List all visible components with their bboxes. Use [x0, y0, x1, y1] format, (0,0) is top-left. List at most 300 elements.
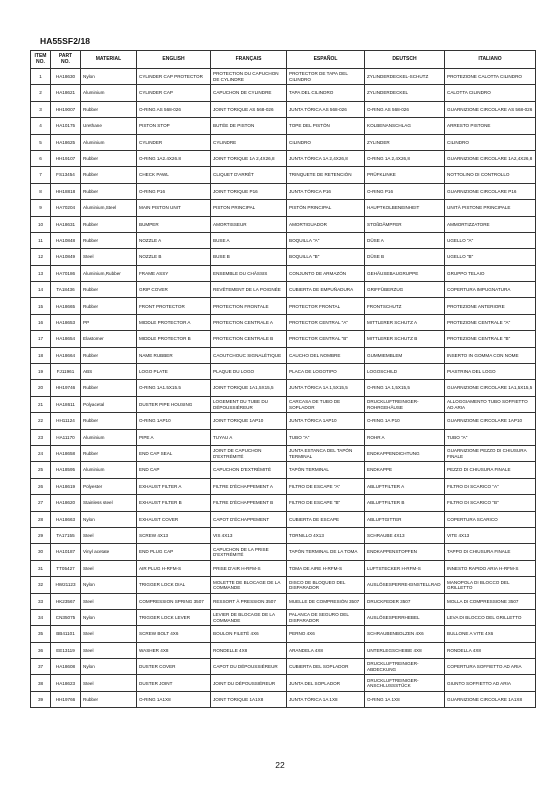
material-cell: Aluminium: [81, 429, 137, 445]
part-no-cell: CN35075: [51, 609, 81, 625]
espanol-cell: TORNILLO 4X13: [287, 527, 365, 543]
deutsch-cell: KOLBENANSCHLAG: [365, 118, 445, 134]
header-english: [137, 51, 211, 69]
item-no-cell: 27: [31, 495, 51, 511]
francais-cell: VIS 4X13: [211, 527, 287, 543]
material-cell: Rubber: [81, 150, 137, 166]
italiano-cell: GUARNIZIONE CIRCOLARE 1A1X8: [445, 691, 536, 707]
header-text: PART: [58, 53, 73, 60]
material-cell: Polyester: [81, 478, 137, 494]
part-no-cell: HA18619: [51, 478, 81, 494]
item-no-cell: 19: [31, 364, 51, 380]
espanol-cell: CUBIERTA DE ESCAPE: [287, 511, 365, 527]
francais-cell: JOINT TORIQUE 1A 2,4X26,8: [211, 150, 287, 166]
material-cell: Aluminium,Rubber: [81, 265, 137, 281]
material-cell: Rubber: [81, 413, 137, 429]
italiano-cell: PROTEZIONE CALOTTA CILINDRO: [445, 69, 536, 85]
francais-cell: CAPUCHON D'EXTRÉMITÉ: [211, 462, 287, 478]
francais-cell: JOINT TORIQUE 1A1,5X15,5: [211, 380, 287, 396]
francais-cell: BUSE B: [211, 249, 287, 265]
table-row: [31, 675, 536, 691]
part-no-cell: TA17155: [51, 527, 81, 543]
table-row: [31, 298, 536, 314]
part-no-cell: HA18625: [51, 134, 81, 150]
francais-cell: LEVIER DE BLOCAGE DE LA COMMANDE: [211, 609, 287, 625]
deutsch-cell: ABLUFTFILTER A: [365, 478, 445, 494]
table-header-row: [31, 51, 536, 69]
espanol-cell: JUNTA ESTANCA DEL TAPÓN TERMINAL: [287, 445, 365, 461]
table-row: [31, 544, 536, 560]
material-cell: ABS: [81, 364, 137, 380]
part-no-cell: HA10849: [51, 249, 81, 265]
item-no-cell: 15: [31, 298, 51, 314]
item-no-cell: 36: [31, 642, 51, 658]
italiano-cell: GUARNIZIONE CIRCOLARE 1A1,5X15,5: [445, 380, 536, 396]
item-no-cell: 3: [31, 101, 51, 117]
deutsch-cell: DRUCKLUFTREINIGER-ROHRGEHÄUSE: [365, 396, 445, 412]
item-no-cell: 9: [31, 200, 51, 216]
english-cell: TRIGGER LOCK DIAL: [137, 577, 211, 593]
francais-cell: FILTRE D'ÉCHAPPEMENT A: [211, 478, 287, 494]
francais-cell: AMORTISSEUR: [211, 216, 287, 232]
header-text: NO.: [61, 58, 70, 65]
italiano-cell: NOTTOLINO DI CONTROLLO: [445, 167, 536, 183]
table-row: [31, 691, 536, 707]
table-row: [31, 167, 536, 183]
espanol-cell: JUNTA DEL SOPLADOR: [287, 675, 365, 691]
part-no-cell: TA18436: [51, 282, 81, 298]
espanol-cell: CONJUNTO DE ARMAZÓN: [287, 265, 365, 281]
part-no-cell: HA18665: [51, 298, 81, 314]
parts-table-body: [31, 69, 536, 708]
deutsch-cell: O-RING AS 568-026: [365, 101, 445, 117]
header-material: [81, 51, 137, 69]
item-no-cell: 1: [31, 69, 51, 85]
deutsch-cell: LUFTSTECKER H-RFM-S: [365, 560, 445, 576]
item-no-cell: 24: [31, 445, 51, 461]
espanol-cell: FILTRO DE ESCAPE "B": [287, 495, 365, 511]
part-no-cell: HW21123: [51, 577, 81, 593]
header-text: ENGLISH: [162, 55, 185, 62]
english-cell: SCREW BOLT 4X6: [137, 626, 211, 642]
espanol-cell: JUNTA TÓRICA 1AP10: [287, 413, 365, 429]
material-cell: Rubber: [81, 298, 137, 314]
part-no-cell: HH18818: [51, 183, 81, 199]
espanol-cell: PERNO 4X6: [287, 626, 365, 642]
table-row: [31, 527, 536, 543]
deutsch-cell: SCHRAUBENBOLZEN 4X6: [365, 626, 445, 642]
table-row: [31, 593, 536, 609]
table-row: [31, 265, 536, 281]
italiano-cell: ARRESTO PISTONE: [445, 118, 536, 134]
english-cell: DUSTER JOINT: [137, 675, 211, 691]
deutsch-cell: DRUCKLUFTREINIGER-ANSCHLUSSSTÜCK: [365, 675, 445, 691]
table-row: [31, 150, 536, 166]
francais-cell: JOINT TORIQUE P16: [211, 183, 287, 199]
deutsch-cell: FRONTSCHUTZ: [365, 298, 445, 314]
part-no-cell: BB41101: [51, 626, 81, 642]
italiano-cell: ALLOGGIAMENTO TUBO SOFFIETTO AD ARIA: [445, 396, 536, 412]
espanol-cell: AMORTIGUADOR: [287, 216, 365, 232]
deutsch-cell: DÜSE A: [365, 232, 445, 248]
espanol-cell: TAPA DEL CILINDRO: [287, 85, 365, 101]
espanol-cell: CARCASA DE TUBO DE SOPLADOR: [287, 396, 365, 412]
espanol-cell: TAPÓN TERMINAL DE LA TOMA: [287, 544, 365, 560]
table-row: [31, 626, 536, 642]
material-cell: Rubber: [81, 101, 137, 117]
material-cell: Rubber: [81, 232, 137, 248]
material-cell: Rubber: [81, 347, 137, 363]
material-cell: Nylon: [81, 69, 137, 85]
material-cell: Steel: [81, 593, 137, 609]
english-cell: PIPE A: [137, 429, 211, 445]
francais-cell: ENSEMBLE DU CHÂSSIS: [211, 265, 287, 281]
material-cell: PP: [81, 314, 137, 330]
espanol-cell: MUELLE DE COMPRESIÓN 3507: [287, 593, 365, 609]
english-cell: NOZZLE B: [137, 249, 211, 265]
italiano-cell: COPERTURA SCARICO: [445, 511, 536, 527]
francais-cell: TUYAU A: [211, 429, 287, 445]
material-cell: Urethane: [81, 118, 137, 134]
item-no-cell: 32: [31, 577, 51, 593]
table-row: [31, 85, 536, 101]
table-row: [31, 216, 536, 232]
espanol-cell: PROTECTOR CENTRAL "A": [287, 314, 365, 330]
table-row: [31, 445, 536, 461]
italiano-cell: PEZZO DI CHIUSURA FINALE: [445, 462, 536, 478]
espanol-cell: CILINDRO: [287, 134, 365, 150]
francais-cell: BUSE A: [211, 232, 287, 248]
italiano-cell: MANOPOLA DI BLOCCO DEL GRILLETTO: [445, 577, 536, 593]
italiano-cell: GUARNIZIONE CIRCOLARE AS 568-026: [445, 101, 536, 117]
francais-cell: JOINT TORIQUE 1AP10: [211, 413, 287, 429]
part-no-cell: HH11124: [51, 413, 81, 429]
espanol-cell: PROTECTOR FRONTAL: [287, 298, 365, 314]
material-cell: Aluminium: [81, 85, 137, 101]
italiano-cell: UGELLO "A": [445, 232, 536, 248]
material-cell: Rubber: [81, 691, 137, 707]
material-cell: Nylon: [81, 659, 137, 675]
italiano-cell: GUARNIZIONE CIRCOLARE 1AP10: [445, 413, 536, 429]
table-row: [31, 69, 536, 85]
english-cell: MIDDLE PROTECTOR B: [137, 331, 211, 347]
english-cell: END CAP SEAL: [137, 445, 211, 461]
table-row: [31, 462, 536, 478]
italiano-cell: GUARNIZIONE CIRCOLARE 1A2,4X26,8: [445, 150, 536, 166]
table-row: [31, 200, 536, 216]
italiano-cell: CILINDRO: [445, 134, 536, 150]
part-no-cell: HA10848: [51, 232, 81, 248]
deutsch-cell: ROHR A: [365, 429, 445, 445]
espanol-cell: TAPÓN TERMINAL: [287, 462, 365, 478]
espanol-cell: PALANCA DE SEGURO DEL DISPARADOR: [287, 609, 365, 625]
italiano-cell: TUBO "A": [445, 429, 536, 445]
part-no-cell: HA18654: [51, 331, 81, 347]
italiano-cell: LEVA DI BLOCCO DEL GRILLETTO: [445, 609, 536, 625]
material-cell: Nylon: [81, 609, 137, 625]
table-row: [31, 118, 536, 134]
francais-cell: JOINT TORIQUE 1A1X8: [211, 691, 287, 707]
table-row: [31, 249, 536, 265]
material-cell: Rubber: [81, 380, 137, 396]
material-cell: Steel: [81, 249, 137, 265]
item-no-cell: 39: [31, 691, 51, 707]
material-cell: Nylon: [81, 511, 137, 527]
table-row: [31, 413, 536, 429]
table-row: [31, 609, 536, 625]
item-no-cell: 31: [31, 560, 51, 576]
espanol-cell: PROTECTOR DE TAPA DEL CILINDRO: [287, 69, 365, 85]
italiano-cell: PIASTRINA DEL LOGO: [445, 364, 536, 380]
table-row: [31, 577, 536, 593]
francais-cell: CAPUCHON DE CYLINDRE: [211, 85, 287, 101]
item-no-cell: 21: [31, 396, 51, 412]
francais-cell: PRISE D'AIR H-RFM-S: [211, 560, 287, 576]
item-no-cell: 37: [31, 659, 51, 675]
table-row: [31, 183, 536, 199]
francais-cell: JOINT DU DÉPOUSSIÉREUR: [211, 675, 287, 691]
italiano-cell: PROTEZIONE CENTRALE "A": [445, 314, 536, 330]
espanol-cell: DISCO DE BLOQUEO DEL DISPARADOR: [287, 577, 365, 593]
espanol-cell: PROTECTOR CENTRAL "B": [287, 331, 365, 347]
italiano-cell: FILTRO DI SCARICO "B": [445, 495, 536, 511]
english-cell: END PLUG CAP: [137, 544, 211, 560]
part-no-cell: HH19107: [51, 150, 81, 166]
italiano-cell: GUARNIZIONE PEZZO DI CHIUSURA FINALE: [445, 445, 536, 461]
part-no-cell: HK23567: [51, 593, 81, 609]
english-cell: CYLINDER CAP PROTECTOR: [137, 69, 211, 85]
deutsch-cell: DÜSE B: [365, 249, 445, 265]
header-text: ITEM: [34, 53, 47, 60]
header-text: NO.: [36, 58, 45, 65]
table-row: [31, 560, 536, 576]
deutsch-cell: ENDKAPPENSTOPFEN: [365, 544, 445, 560]
table-row: [31, 511, 536, 527]
italiano-cell: VITE 4X13: [445, 527, 536, 543]
part-no-cell: HA18611: [51, 396, 81, 412]
table-row: [31, 380, 536, 396]
header-italiano: [445, 51, 536, 69]
francais-cell: BUTÉE DE PISTON: [211, 118, 287, 134]
item-no-cell: 14: [31, 282, 51, 298]
item-no-cell: 26: [31, 478, 51, 494]
francais-cell: CAPOT D'ÉCHAPPEMENT: [211, 511, 287, 527]
item-no-cell: 16: [31, 314, 51, 330]
francais-cell: CAPOT DU DÉPOUSSIÉREUR: [211, 659, 287, 675]
francais-cell: MOLETTE DE BLOCAGE DE LA COMMANDE: [211, 577, 287, 593]
parts-list-table: [30, 50, 536, 708]
francais-cell: PROTECTION DU CAPUCHON DE CYLINDRE: [211, 69, 287, 85]
english-cell: MIDDLE PROTECTOR A: [137, 314, 211, 330]
item-no-cell: 29: [31, 527, 51, 543]
item-no-cell: 30: [31, 544, 51, 560]
english-cell: WASHER 4X8: [137, 642, 211, 658]
english-cell: FRONT PROTECTOR: [137, 298, 211, 314]
table-row: [31, 659, 536, 675]
header-text: DEUTSCH: [392, 55, 417, 62]
header-text: ESPAÑOL: [313, 55, 338, 62]
item-no-cell: 33: [31, 593, 51, 609]
francais-cell: PLAQUE DU LOGO: [211, 364, 287, 380]
deutsch-cell: ENDKAPPE: [365, 462, 445, 478]
espanol-cell: PISTÓN PRINCIPAL: [287, 200, 365, 216]
part-no-cell: HA10175: [51, 118, 81, 134]
english-cell: NOZZLE A: [137, 232, 211, 248]
english-cell: O-RING 1AP10: [137, 413, 211, 429]
english-cell: EXHAUST FILTER A: [137, 478, 211, 494]
deutsch-cell: ZYLINDERDECKEL-SCHUTZ: [365, 69, 445, 85]
espanol-cell: TOMA DE AIRE H-RFM-S: [287, 560, 365, 576]
deutsch-cell: DRUCKFEDER 3507: [365, 593, 445, 609]
header-deutsch: [365, 51, 445, 69]
material-cell: Elastomer: [81, 331, 137, 347]
english-cell: COMPRESSION SPRING 3507: [137, 593, 211, 609]
table-row: [31, 314, 536, 330]
english-cell: EXHAUST FILTER B: [137, 495, 211, 511]
francais-cell: CAOUTCHOUC SIGNALÉTIQUE: [211, 347, 287, 363]
deutsch-cell: ABLUFTGITTER: [365, 511, 445, 527]
espanol-cell: TUBO "A": [287, 429, 365, 445]
part-no-cell: HA18623: [51, 675, 81, 691]
english-cell: EXHAUST COVER: [137, 511, 211, 527]
part-no-cell: HA70204: [51, 200, 81, 216]
italiano-cell: UNITÀ PISTONE PRINCIPALE: [445, 200, 536, 216]
item-no-cell: 13: [31, 265, 51, 281]
deutsch-cell: O-RING 1A 1,5X15,5: [365, 380, 445, 396]
deutsch-cell: AUSLÖSESPERRHEBEL: [365, 609, 445, 625]
italiano-cell: AMMORTIZZATORE: [445, 216, 536, 232]
part-no-cell: HA70186: [51, 265, 81, 281]
espanol-cell: FILTRO DE ESCAPE "A": [287, 478, 365, 494]
espanol-cell: BOQUILLA "A": [287, 232, 365, 248]
material-cell: Nylon: [81, 577, 137, 593]
item-no-cell: 28: [31, 511, 51, 527]
italiano-cell: GUARNIZIONE CIRCOLARE P16: [445, 183, 536, 199]
francais-cell: CYLINDRE: [211, 134, 287, 150]
part-no-cell: FS13454: [51, 167, 81, 183]
francais-cell: REVÊTEMENT DE LA POIGNÉE: [211, 282, 287, 298]
item-no-cell: 23: [31, 429, 51, 445]
espanol-cell: TRINQUETE DE RETENCIÓN: [287, 167, 365, 183]
english-cell: O-RING P16: [137, 183, 211, 199]
item-no-cell: 25: [31, 462, 51, 478]
italiano-cell: RONDELLA 4X8: [445, 642, 536, 658]
table-row: [31, 478, 536, 494]
part-no-cell: HA18631: [51, 216, 81, 232]
part-no-cell: HA18620: [51, 495, 81, 511]
espanol-cell: JUNTA TÓRICA 1A 1X8: [287, 691, 365, 707]
francais-cell: CAPUCHON DE LA PRISE D'EXTRÉMITÉ: [211, 544, 287, 560]
table-row: [31, 282, 536, 298]
part-no-cell: TT05427: [51, 560, 81, 576]
english-cell: NAME RUBBER: [137, 347, 211, 363]
part-no-cell: HA18630: [51, 69, 81, 85]
part-no-cell: HA18658: [51, 445, 81, 461]
english-cell: END CAP: [137, 462, 211, 478]
italiano-cell: COPERTURA SOFFIETTO AD ARIA: [445, 659, 536, 675]
material-cell: Rubber: [81, 183, 137, 199]
francais-cell: RONDELLE 4X8: [211, 642, 287, 658]
deutsch-cell: GEHÄUSEBAUGRUPPE: [365, 265, 445, 281]
deutsch-cell: STOßDÄMPFER: [365, 216, 445, 232]
material-cell: Aluminium,Steel: [81, 200, 137, 216]
deutsch-cell: MITTLERER SCHUTZ A: [365, 314, 445, 330]
english-cell: DUSTER PIPE HOUSING: [137, 396, 211, 412]
header-espanol: [287, 51, 365, 69]
espanol-cell: PLACA DE LOGOTIPO: [287, 364, 365, 380]
espanol-cell: CUBIERTA DE EMPUÑADURA: [287, 282, 365, 298]
francais-cell: RESSORT À PRESSION 3507: [211, 593, 287, 609]
material-cell: Steel: [81, 527, 137, 543]
english-cell: LOGO PLATE: [137, 364, 211, 380]
italiano-cell: PROTEZIONE CENTRALE "B": [445, 331, 536, 347]
espanol-cell: JUNTA TÓRICA 1A 2,4X26,8: [287, 150, 365, 166]
page-number: 22: [275, 760, 285, 770]
italiano-cell: BULLONE A VITE 4X6: [445, 626, 536, 642]
part-no-cell: HH19007: [51, 101, 81, 117]
table-row: [31, 331, 536, 347]
material-cell: Aluminium: [81, 462, 137, 478]
part-no-cell: FJ11961: [51, 364, 81, 380]
table-row: [31, 364, 536, 380]
material-cell: Vinyl acetate: [81, 544, 137, 560]
english-cell: DUSTER COVER: [137, 659, 211, 675]
table-row: [31, 347, 536, 363]
espanol-cell: JUNTA TÓRICA AS 568-026: [287, 101, 365, 117]
item-no-cell: 38: [31, 675, 51, 691]
english-cell: CHECK PAWL: [137, 167, 211, 183]
table-row: [31, 642, 536, 658]
table-row: [31, 396, 536, 412]
material-cell: Aluminium: [81, 134, 137, 150]
deutsch-cell: DRUCKLUFTREINIGER-ABDECKUNG: [365, 659, 445, 675]
francais-cell: PISTON PRINCIPAL: [211, 200, 287, 216]
english-cell: BUMPER: [137, 216, 211, 232]
part-no-cell: HH19746: [51, 380, 81, 396]
deutsch-cell: LOGOSCHILD: [365, 364, 445, 380]
francais-cell: PROTECTION CENTRALE B: [211, 331, 287, 347]
deutsch-cell: MITTLERER SCHUTZ B: [365, 331, 445, 347]
francais-cell: CLIQUET D'ARRÊT: [211, 167, 287, 183]
part-no-cell: HA18663: [51, 511, 81, 527]
item-no-cell: 34: [31, 609, 51, 625]
table-row: [31, 232, 536, 248]
deutsch-cell: GRIFFÜBERZUG: [365, 282, 445, 298]
material-cell: Rubber: [81, 167, 137, 183]
material-cell: Rubber: [81, 216, 137, 232]
part-no-cell: EE13119: [51, 642, 81, 658]
deutsch-cell: O-RING 1A 1X8: [365, 691, 445, 707]
francais-cell: JOINT TORIQUE AS 568-026: [211, 101, 287, 117]
italiano-cell: INSERTO IN GOMMA CON NOME: [445, 347, 536, 363]
english-cell: GRIP COVER: [137, 282, 211, 298]
espanol-cell: ARANDELA 4X8: [287, 642, 365, 658]
english-cell: FRAME ASSY: [137, 265, 211, 281]
deutsch-cell: ENDKAPPENDICHTUNG: [365, 445, 445, 461]
francais-cell: LOGEMENT DU TUBE DU DÉPOUSSIÉREUR: [211, 396, 287, 412]
italiano-cell: MOLLA DI COMPRESSIONE 3507: [445, 593, 536, 609]
material-cell: Steel: [81, 675, 137, 691]
francais-cell: PROTECTION CENTRALE A: [211, 314, 287, 330]
material-cell: Stainless steel: [81, 495, 137, 511]
italiano-cell: CALOTTA CILINDRO: [445, 85, 536, 101]
espanol-cell: JUNTA TÓRICA 1A 1,5X15,5: [287, 380, 365, 396]
espanol-cell: JUNTA TÓRICA P16: [287, 183, 365, 199]
item-no-cell: 17: [31, 331, 51, 347]
italiano-cell: COPERTURA IMPUGNATURA: [445, 282, 536, 298]
italiano-cell: PROTEZIONE ANTERIORE: [445, 298, 536, 314]
part-no-cell: HA11170: [51, 429, 81, 445]
